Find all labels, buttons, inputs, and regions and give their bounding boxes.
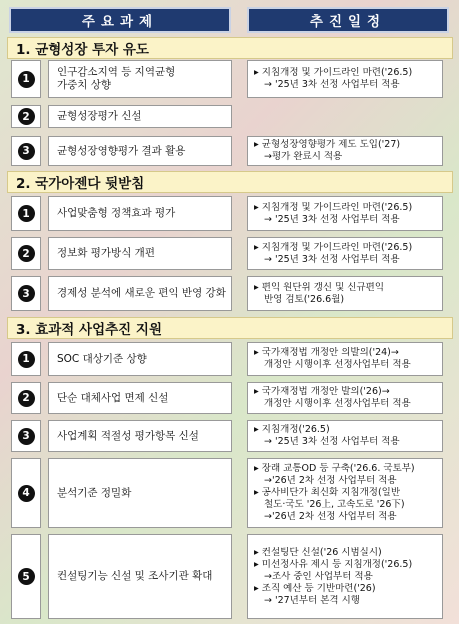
header-schedule: 추진일정 [247, 7, 449, 33]
number-badge-icon: 2 [18, 108, 35, 125]
schedule-line: 개정안 시행이후 선정사업부터 적용 [264, 359, 411, 370]
schedule-line: ▸ 컨설팅단 신설('26 시범실시) [254, 546, 382, 558]
schedule-line: →평가 완료시 적용 [264, 151, 343, 162]
number-badge-icon: 2 [18, 245, 35, 262]
header-main-tasks: 주요과제 [9, 7, 231, 33]
number-badge-icon: 3 [18, 428, 35, 445]
task-text: 균형성장평가 신설 [57, 110, 142, 122]
task-cell [48, 420, 232, 452]
row-number [11, 196, 41, 231]
schedule-line: → '25년 3차 선정 사업부터 적용 [264, 79, 400, 90]
row-number [11, 420, 41, 452]
number-badge-icon: 3 [18, 143, 35, 160]
row-number [11, 534, 41, 619]
task-cell [48, 196, 232, 231]
schedule-line: → '25년 3차 선정 사업부터 적용 [264, 253, 400, 265]
schedule-line: ▸ 지침개정 및 가이드라인 마련('26.5) [254, 241, 413, 253]
schedule-line: ▸ 편익 원단위 갱신 및 신규편익 [254, 281, 384, 293]
task-text: 사업계획 적절성 평가항목 신설 [57, 429, 199, 442]
schedule-cell [247, 458, 443, 528]
row-number [11, 237, 41, 270]
task-text: 경제성 분석에 새로운 편익 반영 강화 [57, 287, 226, 299]
number-badge-icon: 1 [18, 71, 35, 88]
task-text: 가중치 상향 [57, 79, 112, 91]
schedule-line: → '25년 3차 선정 사업부터 적용 [264, 213, 400, 225]
schedule-line: → '25년 3차 선정 사업부터 적용 [264, 436, 400, 447]
task-text: 인구감소지역 등 지역균형 [57, 66, 176, 78]
row-number [11, 60, 41, 98]
number-badge-icon: 3 [18, 285, 35, 302]
row-number [11, 136, 41, 166]
schedule-line: ▸ 미선정사유 제시 등 지침개정('26.5) [254, 558, 413, 570]
schedule-line: ▸ 국가재정법 개정안 의발의('24)→ [254, 347, 399, 358]
task-cell [48, 60, 232, 98]
schedule-cell [247, 276, 443, 311]
schedule-line: → '27년부터 본격 시행 [264, 594, 360, 606]
task-text: 컨설팅기능 신설 및 조사기관 확대 [57, 570, 213, 582]
row-number [11, 458, 41, 528]
number-badge-icon: 5 [18, 568, 35, 585]
schedule-line: ▸ 공사비단가 최신화 지침개정(일반 [254, 487, 401, 498]
schedule-line: ▸ 지침개정('26.5) [254, 424, 330, 435]
schedule-line: ▸ 균형성장영향평가 제도 도입('27) [254, 139, 401, 150]
row-number [11, 382, 41, 414]
schedule-cell [247, 382, 443, 414]
task-text: 균형성장영향평가 결과 활용 [57, 144, 186, 157]
task-text: 사업맞춤형 정책효과 평가 [57, 207, 176, 219]
task-cell [48, 105, 232, 128]
schedule-cell [247, 60, 443, 98]
schedule-line: ▸ 장래 교통OD 등 구축('26.6. 국토부) [254, 463, 415, 474]
schedule-cell [247, 534, 443, 619]
schedule-line: ▸ 지침개정 및 가이드라인 마련('26.5) [254, 67, 413, 78]
schedule-cell [247, 342, 443, 376]
task-cell [48, 136, 232, 166]
schedule-line: 개정안 시행이후 선정사업부터 적용 [264, 398, 411, 409]
schedule-cell [247, 237, 443, 270]
task-cell [48, 534, 232, 619]
number-badge-icon: 2 [18, 390, 35, 407]
task-text: 분석기준 정밀화 [57, 486, 132, 499]
row-number [11, 105, 41, 128]
schedule-line: ▸ 국가재정법 개정안 발의('26)→ [254, 386, 390, 397]
schedule-line: 반영 검토('26.6월) [264, 293, 345, 305]
schedule-cell [247, 136, 443, 166]
section-title: 3. 효과적 사업추진 지원 [7, 317, 453, 339]
number-badge-icon: 1 [18, 351, 35, 368]
task-text: 정보화 평가방식 개편 [57, 247, 155, 259]
task-text: SOC 대상기준 상향 [57, 352, 147, 365]
schedule-line: →조사 중인 사업부터 적용 [264, 570, 373, 582]
task-cell [48, 382, 232, 414]
schedule-line: →'26년 2차 선정 사업부터 적용 [264, 475, 397, 486]
task-cell [48, 342, 232, 376]
schedule-line: →'26년 2차 선정 사업부터 적용 [264, 511, 397, 522]
number-badge-icon: 4 [18, 485, 35, 502]
task-cell [48, 237, 232, 270]
schedule-line: 철도·국도 '26上, 고속도로 '26下) [264, 499, 405, 510]
task-cell [48, 458, 232, 528]
section-title: 2. 국가아젠다 뒷받침 [7, 171, 453, 193]
row-number [11, 276, 41, 311]
number-badge-icon: 1 [18, 205, 35, 222]
task-text: 단순 대체사업 면제 신설 [57, 391, 169, 404]
row-number [11, 342, 41, 376]
schedule-line: ▸ 조직 예산 등 기반마련('26) [254, 582, 376, 594]
section-title: 1. 균형성장 투자 유도 [7, 37, 453, 59]
schedule-line: ▸ 지침개정 및 가이드라인 마련('26.5) [254, 201, 413, 213]
schedule-cell [247, 196, 443, 231]
schedule-cell [247, 420, 443, 452]
task-cell [48, 276, 232, 311]
